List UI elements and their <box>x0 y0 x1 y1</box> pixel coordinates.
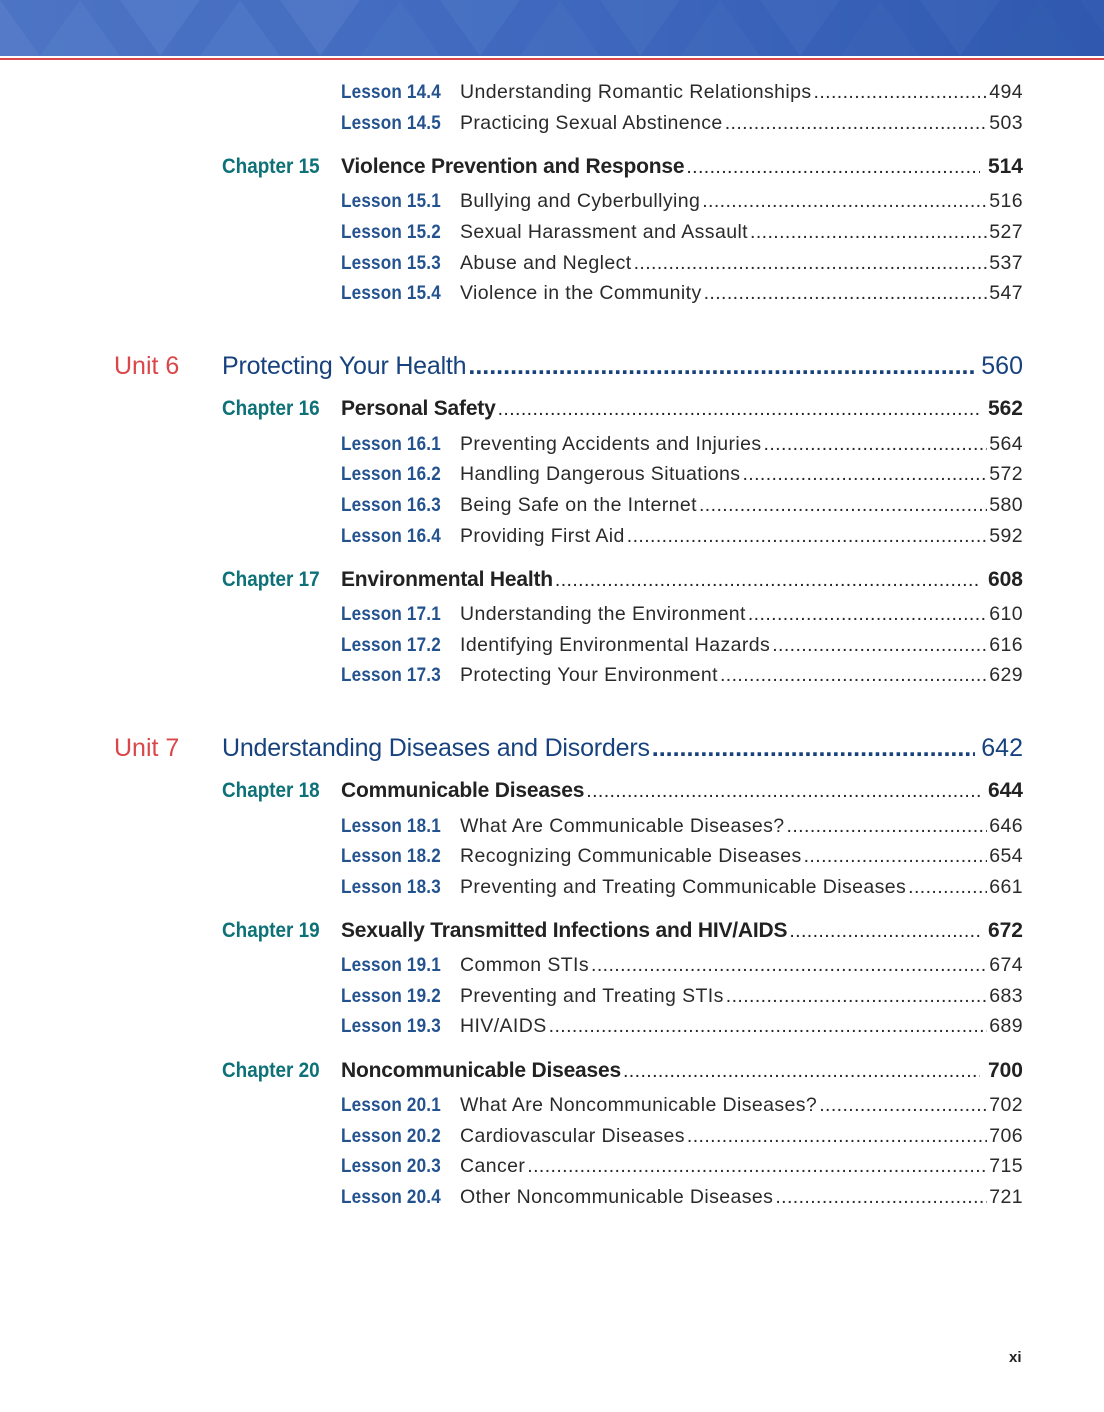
lesson-title: Understanding Romantic Relationships <box>460 81 812 103</box>
lesson-number: Lesson 16.4 <box>341 526 441 547</box>
chapter-title: Noncommunicable Diseases <box>341 1059 621 1082</box>
dot-leader <box>699 494 987 517</box>
dot-leader <box>748 603 987 626</box>
chapter-page-number: 562 <box>987 397 1023 420</box>
chapter-title: Violence Prevention and Response <box>341 155 685 178</box>
dot-leader <box>634 252 988 275</box>
lesson-entry-20-1[interactable] <box>341 1094 1023 1117</box>
dot-leader <box>772 634 987 657</box>
lesson-number: Lesson 18.2 <box>341 846 441 867</box>
dot-leader <box>527 1155 987 1178</box>
lesson-title: Preventing and Treating Communicable Diseases <box>460 876 907 898</box>
lesson-entry-15-1[interactable] <box>341 190 1023 213</box>
lesson-page-number: 616 <box>989 634 1023 656</box>
lesson-page-number: 537 <box>989 252 1023 274</box>
chapter-page-number: 700 <box>987 1059 1023 1082</box>
lesson-entry-15-2[interactable] <box>341 221 1023 244</box>
lesson-page-number: 564 <box>989 433 1023 455</box>
lesson-entry-15-3[interactable] <box>341 252 1023 275</box>
lesson-title: What Are Communicable Diseases? <box>460 815 785 837</box>
lesson-entry-16-3[interactable] <box>341 494 1023 517</box>
dot-leader <box>742 463 987 486</box>
dot-leader <box>591 954 987 977</box>
lesson-page-number: 580 <box>989 494 1023 516</box>
chapter-title: Environmental Health <box>341 568 553 591</box>
chapter-entry-17[interactable] <box>222 568 1023 592</box>
lesson-page-number: 516 <box>989 190 1023 212</box>
lesson-number: Lesson 20.3 <box>341 1156 441 1177</box>
dot-leader <box>586 780 980 803</box>
chapter-number: Chapter 17 <box>222 568 320 591</box>
dot-leader <box>555 569 980 592</box>
lesson-title: Being Safe on the Internet <box>460 494 697 516</box>
lesson-title: Common STIs <box>460 954 590 976</box>
lesson-title: Handling Dangerous Situations <box>460 463 741 485</box>
dot-leader <box>468 352 975 381</box>
lesson-number: Lesson 20.2 <box>341 1126 441 1147</box>
lesson-title: Cancer <box>460 1155 526 1177</box>
lesson-page-number: 654 <box>989 845 1023 867</box>
dot-leader <box>804 845 988 868</box>
chapter-number: Chapter 18 <box>222 779 320 802</box>
chapter-page-number: 608 <box>987 568 1023 591</box>
dot-leader <box>764 433 988 456</box>
lesson-entry-19-3[interactable] <box>341 1015 1023 1038</box>
dot-leader <box>549 1015 988 1038</box>
lesson-title: Cardiovascular Diseases <box>460 1125 685 1147</box>
lesson-page-number: 702 <box>989 1094 1023 1116</box>
lesson-entry-17-1[interactable] <box>341 603 1023 626</box>
lesson-title: Providing First Aid <box>460 525 625 547</box>
lesson-entry-16-2[interactable] <box>341 463 1023 486</box>
chapter-page-number: 672 <box>987 919 1023 942</box>
unit-number: Unit 7 <box>114 734 180 762</box>
chapter-entry-16[interactable] <box>222 397 1023 421</box>
chapter-number: Chapter 16 <box>222 397 320 420</box>
lesson-entry-16-1[interactable] <box>341 433 1023 456</box>
unit-title: Protecting Your Health <box>222 352 467 380</box>
dot-leader <box>908 876 987 899</box>
dot-leader <box>814 81 988 104</box>
dot-leader <box>627 525 988 548</box>
dot-leader <box>775 1186 987 1209</box>
lesson-title: Preventing Accidents and Injuries <box>460 433 762 455</box>
dot-leader <box>789 920 980 943</box>
lesson-number: Lesson 20.4 <box>341 1187 441 1208</box>
lesson-page-number: 715 <box>989 1155 1023 1177</box>
lesson-page-number: 629 <box>989 664 1023 686</box>
dot-leader <box>687 1125 987 1148</box>
lesson-number: Lesson 14.5 <box>341 113 441 134</box>
dot-leader <box>686 156 980 179</box>
lesson-title: Preventing and Treating STIs <box>460 985 724 1007</box>
lesson-number: Lesson 17.2 <box>341 635 441 656</box>
lesson-entry-14-5[interactable] <box>341 112 1023 135</box>
lesson-page-number: 646 <box>989 815 1023 837</box>
dot-leader <box>787 815 988 838</box>
lesson-entry-20-3[interactable] <box>341 1155 1023 1178</box>
lesson-number: Lesson 20.1 <box>341 1095 441 1116</box>
lesson-title: What Are Noncommunicable Diseases? <box>460 1094 818 1116</box>
lesson-entry-17-2[interactable] <box>341 634 1023 657</box>
dot-leader <box>725 112 988 135</box>
chapter-page-number: 644 <box>987 779 1023 802</box>
chapter-entry-15[interactable] <box>222 155 1023 179</box>
page-number: xi <box>1009 1349 1022 1366</box>
lesson-title: Practicing Sexual Abstinence <box>460 112 723 134</box>
chapter-title: Communicable Diseases <box>341 779 585 802</box>
lesson-page-number: 592 <box>989 525 1023 547</box>
chapter-entry-20[interactable] <box>222 1059 1023 1083</box>
lesson-number: Lesson 18.3 <box>341 877 441 898</box>
lesson-page-number: 572 <box>989 463 1023 485</box>
lesson-page-number: 527 <box>989 221 1023 243</box>
unit-entry-6[interactable] <box>114 352 1023 381</box>
chapter-title: Personal Safety <box>341 397 496 420</box>
lesson-number: Lesson 19.1 <box>341 955 441 976</box>
lesson-number: Lesson 17.1 <box>341 604 441 625</box>
unit-title: Understanding Diseases and Disorders <box>222 734 650 762</box>
lesson-entry-20-4[interactable] <box>341 1186 1023 1209</box>
lesson-entry-16-4[interactable] <box>341 525 1023 548</box>
lesson-number: Lesson 15.3 <box>341 253 441 274</box>
lesson-title: Understanding the Environment <box>460 603 746 625</box>
dot-leader <box>720 664 987 687</box>
dot-leader <box>726 985 987 1008</box>
lesson-entry-19-1[interactable] <box>341 954 1023 977</box>
unit-number: Unit 6 <box>114 352 180 380</box>
dot-leader <box>623 1060 980 1083</box>
lesson-title: Bullying and Cyberbullying <box>460 190 701 212</box>
lesson-number: Lesson 19.2 <box>341 986 441 1007</box>
dot-leader <box>702 190 987 213</box>
unit-page-number: 642 <box>981 734 1023 762</box>
lesson-entry-20-2[interactable] <box>341 1125 1023 1148</box>
lesson-number: Lesson 16.3 <box>341 495 441 516</box>
chapter-number: Chapter 20 <box>222 1059 320 1082</box>
chapter-page-number: 514 <box>987 155 1023 178</box>
chapter-entry-18[interactable] <box>222 779 1023 803</box>
lesson-number: Lesson 18.1 <box>341 816 441 837</box>
lesson-entry-14-4[interactable] <box>341 81 1023 104</box>
lesson-number: Lesson 15.1 <box>341 191 441 212</box>
dot-leader <box>819 1094 987 1117</box>
unit-entry-7[interactable] <box>114 734 1023 763</box>
lesson-title: Violence in the Community <box>460 282 702 304</box>
lesson-number: Lesson 17.3 <box>341 665 441 686</box>
lesson-title: Abuse and Neglect <box>460 252 632 274</box>
lesson-title: Identifying Environmental Hazards <box>460 634 771 656</box>
lesson-title: Sexual Harassment and Assault <box>460 221 748 243</box>
lesson-page-number: 721 <box>989 1186 1023 1208</box>
lesson-page-number: 494 <box>989 81 1023 103</box>
lesson-entry-18-3[interactable] <box>341 876 1023 899</box>
lesson-title: HIV/AIDS <box>460 1015 547 1037</box>
dot-leader <box>652 734 976 763</box>
lesson-page-number: 661 <box>989 876 1023 898</box>
lesson-title: Other Noncommunicable Diseases <box>460 1186 774 1208</box>
lesson-page-number: 689 <box>989 1015 1023 1037</box>
lesson-page-number: 706 <box>989 1125 1023 1147</box>
lesson-number: Lesson 19.3 <box>341 1016 441 1037</box>
unit-page-number: 560 <box>981 352 1023 380</box>
lesson-number: Lesson 14.4 <box>341 82 441 103</box>
lesson-page-number: 610 <box>989 603 1023 625</box>
lesson-entry-18-1[interactable] <box>341 815 1023 838</box>
lesson-entry-15-4[interactable] <box>341 282 1023 305</box>
lesson-page-number: 683 <box>989 985 1023 1007</box>
lesson-number: Lesson 15.2 <box>341 222 441 243</box>
lesson-entry-19-2[interactable] <box>341 985 1023 1008</box>
chapter-title: Sexually Transmitted Infections and HIV/AIDS <box>341 919 788 942</box>
lesson-number: Lesson 16.1 <box>341 434 441 455</box>
dot-leader <box>704 282 988 305</box>
lesson-page-number: 503 <box>989 112 1023 134</box>
dot-leader <box>750 221 987 244</box>
chapter-number: Chapter 15 <box>222 155 320 178</box>
dot-leader <box>498 398 980 421</box>
lesson-title: Protecting Your Environment <box>460 664 718 686</box>
lesson-page-number: 674 <box>989 954 1023 976</box>
lesson-title: Recognizing Communicable Diseases <box>460 845 802 867</box>
chapter-number: Chapter 19 <box>222 919 320 942</box>
lesson-page-number: 547 <box>989 282 1023 304</box>
lesson-number: Lesson 16.2 <box>341 464 441 485</box>
chapter-entry-19[interactable] <box>222 919 1023 943</box>
lesson-entry-18-2[interactable] <box>341 845 1023 868</box>
lesson-number: Lesson 15.4 <box>341 283 441 304</box>
lesson-entry-17-3[interactable] <box>341 664 1023 687</box>
